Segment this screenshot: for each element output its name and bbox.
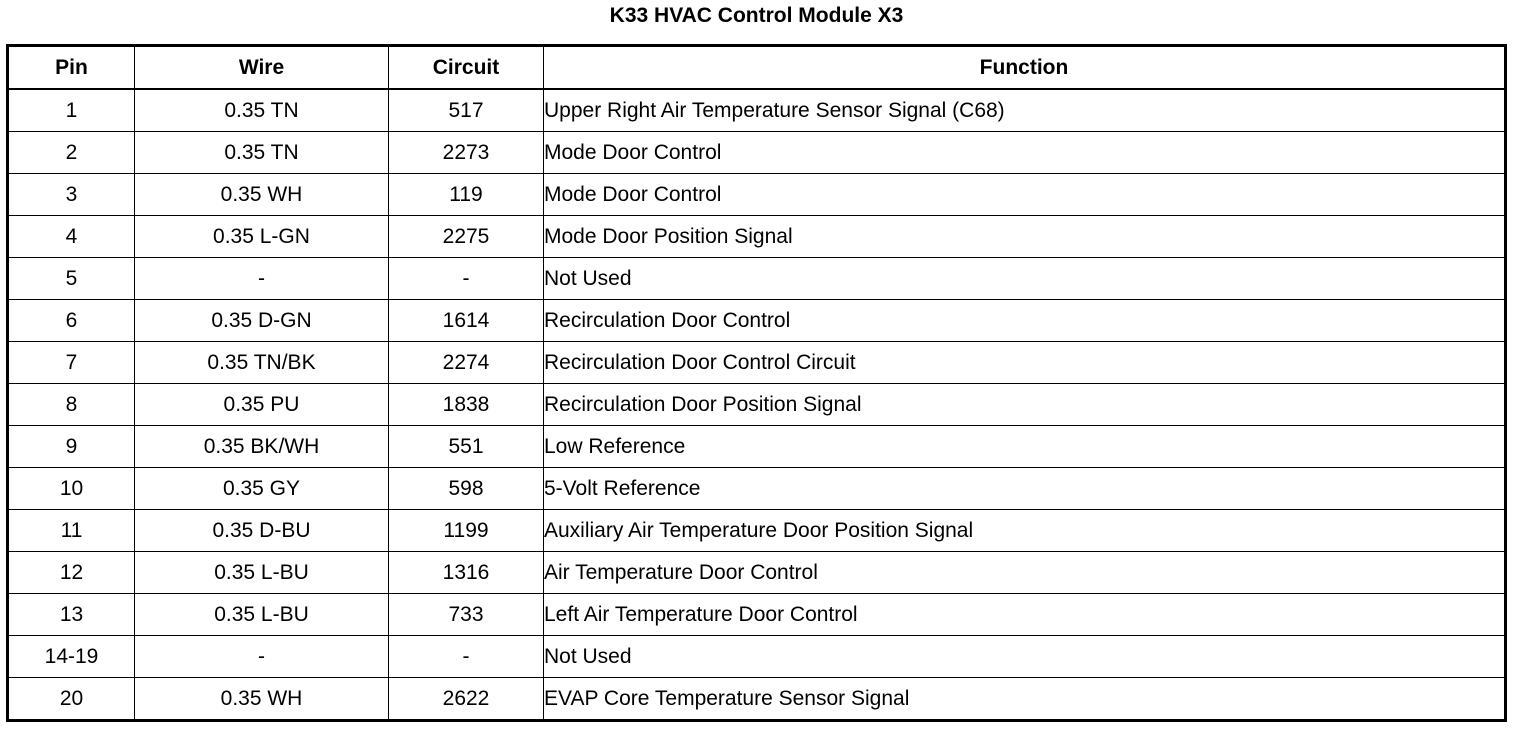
table-row <box>8 468 1506 510</box>
cell-circuit: 733 <box>389 594 544 636</box>
table-row <box>8 594 1506 636</box>
cell-pin: 2 <box>8 132 135 174</box>
table-row <box>8 510 1506 552</box>
cell-pin: 10 <box>8 468 135 510</box>
cell-wire: 0.35 TN <box>135 89 389 132</box>
cell-function: Recirculation Door Control <box>544 300 1506 342</box>
cell-wire: 0.35 TN <box>135 132 389 174</box>
cell-function: Mode Door Position Signal <box>544 216 1506 258</box>
cell-pin: 11 <box>8 510 135 552</box>
cell-function: Air Temperature Door Control <box>544 552 1506 594</box>
cell-function: Recirculation Door Position Signal <box>544 384 1506 426</box>
cell-wire: 0.35 L-BU <box>135 552 389 594</box>
cell-circuit: 1614 <box>389 300 544 342</box>
table-row <box>8 300 1506 342</box>
cell-circuit: 119 <box>389 174 544 216</box>
cell-function: Auxiliary Air Temperature Door Position Signal <box>544 510 1506 552</box>
cell-circuit: - <box>389 258 544 300</box>
cell-circuit: 2275 <box>389 216 544 258</box>
cell-wire: 0.35 L-GN <box>135 216 389 258</box>
cell-wire: 0.35 TN/BK <box>135 342 389 384</box>
cell-function: 5-Volt Reference <box>544 468 1506 510</box>
table-row <box>8 132 1506 174</box>
cell-pin: 1 <box>8 89 135 132</box>
cell-wire: 0.35 PU <box>135 384 389 426</box>
cell-circuit: 517 <box>389 89 544 132</box>
cell-pin: 7 <box>8 342 135 384</box>
cell-circuit: 551 <box>389 426 544 468</box>
column-header-pin: Pin <box>8 46 135 90</box>
cell-function: Recirculation Door Control Circuit <box>544 342 1506 384</box>
table-row <box>8 636 1506 678</box>
cell-function: Mode Door Control <box>544 132 1506 174</box>
cell-pin: 14-19 <box>8 636 135 678</box>
table-row <box>8 426 1506 468</box>
cell-pin: 4 <box>8 216 135 258</box>
cell-circuit: 2273 <box>389 132 544 174</box>
cell-pin: 6 <box>8 300 135 342</box>
cell-wire: - <box>135 636 389 678</box>
cell-function: Left Air Temperature Door Control <box>544 594 1506 636</box>
cell-pin: 12 <box>8 552 135 594</box>
cell-circuit: 1199 <box>389 510 544 552</box>
table-row <box>8 552 1506 594</box>
cell-function: Mode Door Control <box>544 174 1506 216</box>
table-header-row <box>8 46 1506 90</box>
table-row <box>8 678 1506 721</box>
cell-wire: 0.35 BK/WH <box>135 426 389 468</box>
cell-pin: 8 <box>8 384 135 426</box>
connector-pinout-table <box>6 44 1507 722</box>
cell-wire: 0.35 WH <box>135 678 389 721</box>
table-row <box>8 89 1506 132</box>
cell-pin: 20 <box>8 678 135 721</box>
cell-circuit: 2622 <box>389 678 544 721</box>
table-row <box>8 384 1506 426</box>
cell-circuit: 1838 <box>389 384 544 426</box>
cell-wire: 0.35 WH <box>135 174 389 216</box>
cell-circuit: 598 <box>389 468 544 510</box>
cell-circuit: 1316 <box>389 552 544 594</box>
table-row <box>8 258 1506 300</box>
table-body <box>8 89 1506 721</box>
cell-pin: 5 <box>8 258 135 300</box>
cell-pin: 3 <box>8 174 135 216</box>
table-row <box>8 342 1506 384</box>
table-row <box>8 216 1506 258</box>
cell-function: Not Used <box>544 258 1506 300</box>
cell-pin: 13 <box>8 594 135 636</box>
cell-function: Not Used <box>544 636 1506 678</box>
table-row <box>8 174 1506 216</box>
cell-wire: 0.35 D-GN <box>135 300 389 342</box>
column-header-wire: Wire <box>135 46 389 90</box>
cell-wire: 0.35 L-BU <box>135 594 389 636</box>
cell-function: Low Reference <box>544 426 1506 468</box>
cell-wire: 0.35 GY <box>135 468 389 510</box>
column-header-circuit: Circuit <box>389 46 544 90</box>
cell-wire: 0.35 D-BU <box>135 510 389 552</box>
page-title: K33 HVAC Control Module X3 <box>609 4 904 27</box>
cell-function: EVAP Core Temperature Sensor Signal <box>544 678 1506 721</box>
cell-circuit: 2274 <box>389 342 544 384</box>
cell-circuit: - <box>389 636 544 678</box>
cell-function: Upper Right Air Temperature Sensor Signal (C68) <box>544 89 1506 132</box>
column-header-function: Function <box>544 46 1506 90</box>
cell-wire: - <box>135 258 389 300</box>
cell-pin: 9 <box>8 426 135 468</box>
